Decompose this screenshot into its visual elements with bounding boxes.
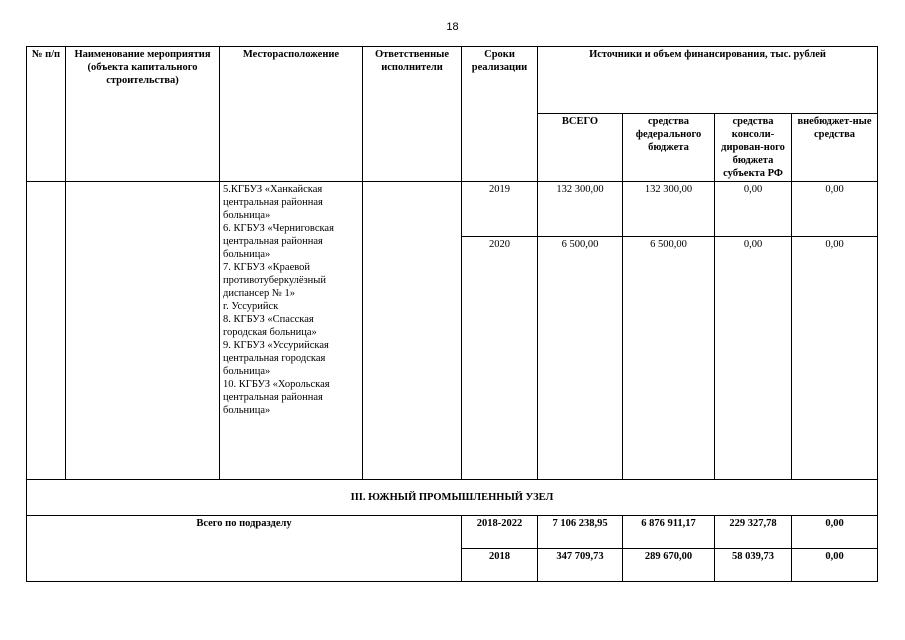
location-line: больница» (223, 210, 271, 221)
header-period: Сроки реализации (462, 47, 538, 182)
header-num: № п/п (27, 47, 66, 182)
header-executors: Ответственные исполнители (363, 47, 462, 182)
location-line: центральная районная (223, 236, 323, 247)
extrabudget-cell: 0,00 (792, 182, 878, 237)
row-num-cell (27, 182, 66, 480)
location-cell (220, 182, 363, 480)
total-total-cell: 347 709,73 (538, 549, 623, 582)
total-year-cell: 2018 (462, 549, 538, 582)
location-line: г. Уссурийск (223, 301, 279, 312)
total-extrabudget-cell: 0,00 (792, 516, 878, 549)
financing-table (26, 46, 878, 582)
total-federal-cell: 289 670,00 (623, 549, 715, 582)
location-line: 5.КГБУЗ «Ханкайская (223, 184, 323, 195)
total-consolidated-cell: 229 327,78 (715, 516, 792, 549)
total-year-cell: 2018-2022 (462, 516, 538, 549)
location-line: больница» (223, 405, 271, 416)
header-federal: средства федерального бюджета (623, 114, 715, 182)
header-consolidated: средства консоли-дирован-ного бюджета субъекта РФ (715, 114, 792, 182)
location-line: 9. КГБУЗ «Уссурийская (223, 340, 329, 351)
total-cell: 6 500,00 (538, 237, 623, 480)
total-consolidated-cell: 58 039,73 (715, 549, 792, 582)
location-line: 6. КГБУЗ «Черниговская (223, 223, 334, 234)
location-line: больница» (223, 366, 271, 377)
location-line: 8. КГБУЗ «Спасская (223, 314, 314, 325)
header-location: Месторасположение (220, 47, 363, 182)
row-name-cell (66, 182, 220, 480)
total-extrabudget-cell: 0,00 (792, 549, 878, 582)
location-line: городская больница» (223, 327, 317, 338)
header-total: ВСЕГО (538, 114, 623, 182)
location-line: центральная районная (223, 197, 323, 208)
location-line: больница» (223, 249, 271, 260)
total-cell: 132 300,00 (538, 182, 623, 237)
federal-cell: 132 300,00 (623, 182, 715, 237)
total-row (27, 516, 878, 549)
header-name: Наименование мероприятия (объекта капитального строительства) (66, 47, 220, 182)
table-row (27, 182, 878, 237)
consolidated-cell: 0,00 (715, 237, 792, 480)
location-line: 10. КГБУЗ «Хорольская (223, 379, 330, 390)
year-cell: 2019 (462, 182, 538, 237)
total-federal-cell: 6 876 911,17 (623, 516, 715, 549)
location-line: противотуберкулёзный (223, 275, 326, 286)
year-cell: 2020 (462, 237, 538, 480)
federal-cell: 6 500,00 (623, 237, 715, 480)
extrabudget-cell: 0,00 (792, 237, 878, 480)
header-funding: Источники и объем финансирования, тыс. рублей (538, 47, 878, 114)
executors-cell (363, 182, 462, 480)
page-number: 18 (446, 21, 459, 33)
location-line: центральная городская (223, 353, 326, 364)
total-total-cell: 7 106 238,95 (538, 516, 623, 549)
total-label: Всего по подразделу (27, 516, 462, 582)
location-line: 7. КГБУЗ «Краевой (223, 262, 310, 273)
location-line: центральная районная (223, 392, 323, 403)
header-extrabudget: внебюджет-ные средства (792, 114, 878, 182)
section-title: III. ЮЖНЫЙ ПРОМЫШЛЕННЫЙ УЗЕЛ (27, 480, 878, 516)
consolidated-cell: 0,00 (715, 182, 792, 237)
location-line: диспансер № 1» (223, 288, 295, 299)
